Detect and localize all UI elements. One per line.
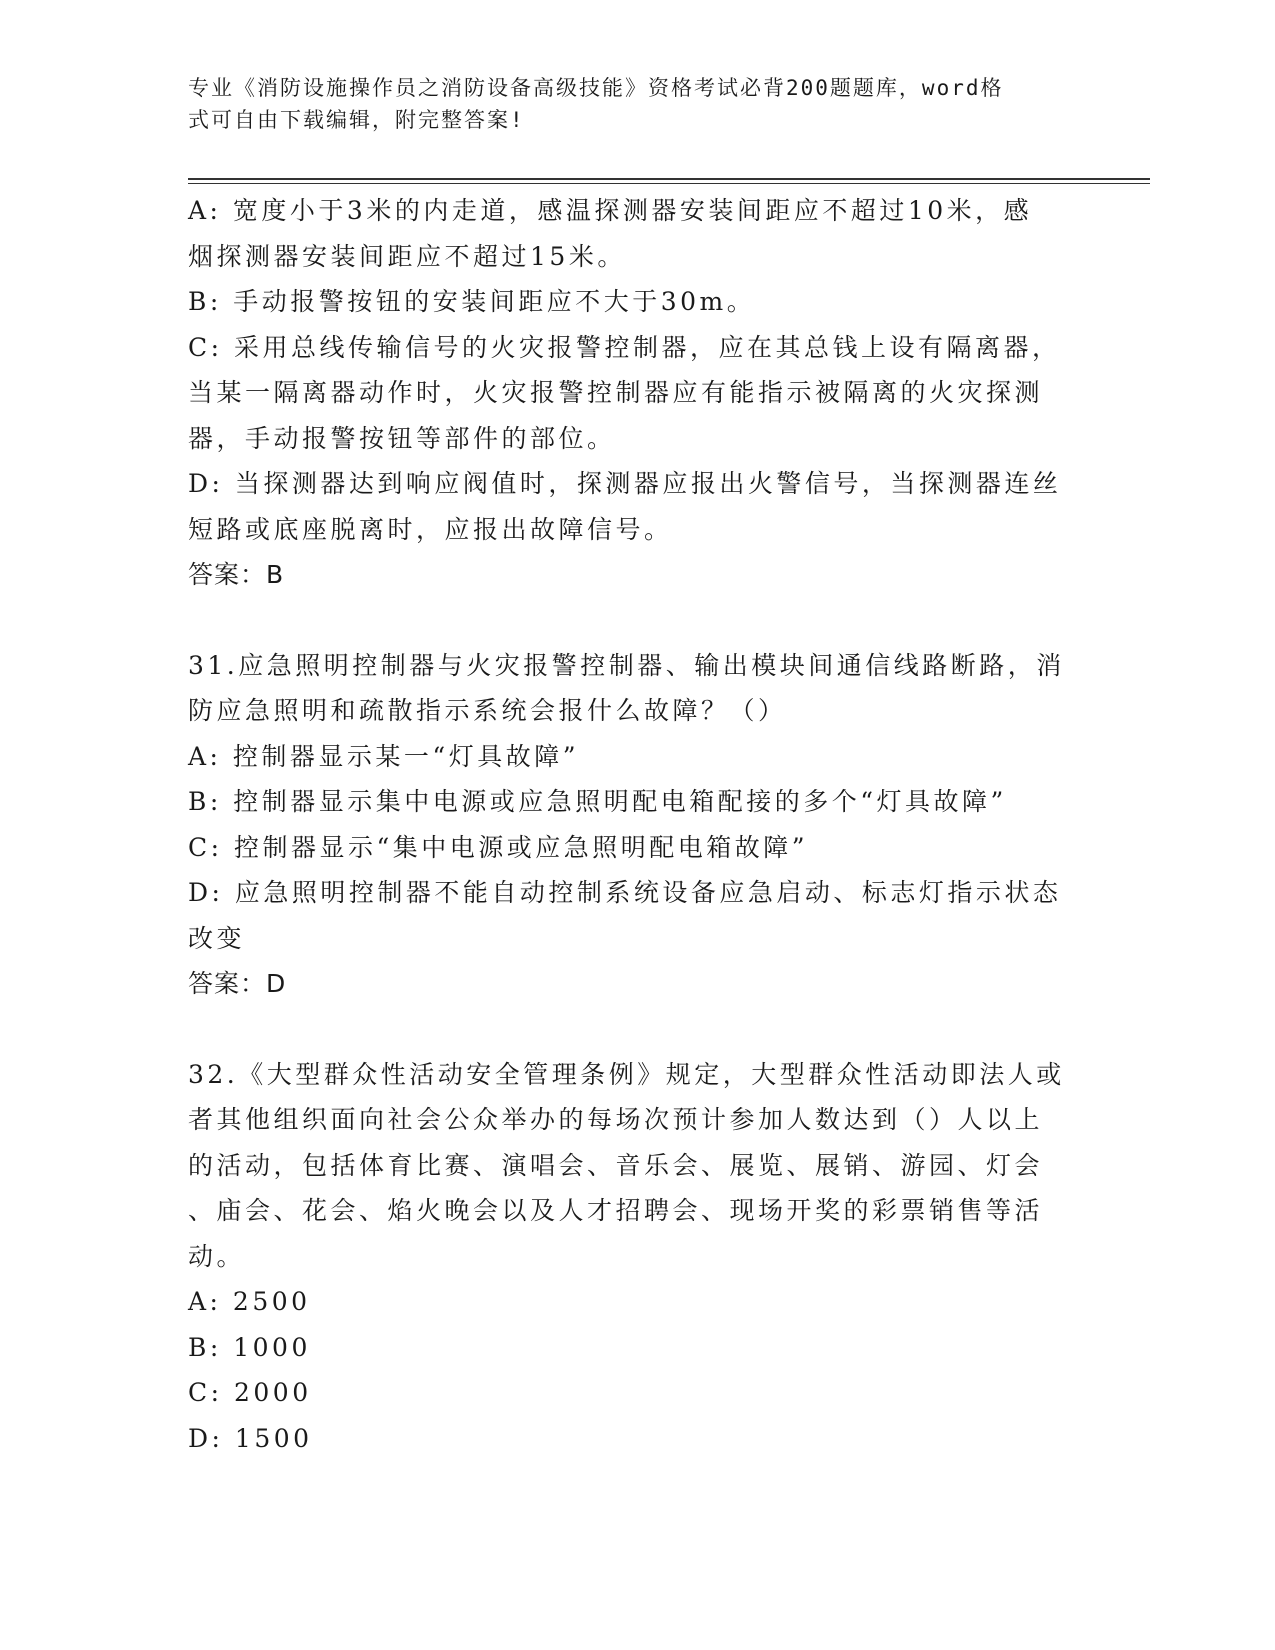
option-d: D: 应急照明控制器不能自动控制系统设备应急启动、标志灯指示状态 [188, 878, 1062, 907]
question-31 [188, 643, 1068, 1007]
option-c: C: 控制器显示“集中电源或应急照明配电箱故障” [188, 832, 809, 862]
question-stem-cont: 的活动，包括体育比赛、演唱会、音乐会、展览、展销、游园、灯会 [188, 1150, 1044, 1180]
option-d: D: 1500 [188, 1423, 313, 1453]
option-b: B: 控制器显示集中电源或应急照明配电箱配接的多个“灯具故障” [188, 787, 1007, 816]
option-d-cont: 短路或底座脱离时，应报出故障信号。 [188, 514, 673, 544]
option-b: B: 1000 [188, 1332, 311, 1362]
question-stem-cont: 防应急照明和疏散指示系统会报什么故障？（） [188, 696, 787, 725]
option-d-cont: 改变 [188, 923, 246, 953]
option-b: B: 手动报警按钮的安装间距应不大于30m。 [188, 287, 756, 316]
question-stem-cont: 者其他组织面向社会公众举办的每场次预计参加人数达到（）人以上 [188, 1105, 1044, 1134]
question-stem-cont: 、庙会、花会、焰火晚会以及人才招聘会、现场开奖的彩票销售等活 [188, 1196, 1044, 1225]
question-32 [188, 1052, 1068, 1462]
spacer [188, 1007, 1068, 1052]
header-rule-thin [188, 183, 1150, 184]
header-line-1: 专业《消防设施操作员之消防设备高级技能》资格考试必背200题题库，word格 [188, 76, 1004, 100]
option-c-cont: 器，手动报警按钮等部件的部位。 [188, 423, 616, 453]
question-stem: 32.《大型群众性活动安全管理条例》规定，大型群众性活动即法人或 [188, 1059, 1065, 1089]
answer-label: 答案：D [188, 969, 287, 998]
option-a: A: 控制器显示某一“灯具故障” [188, 741, 579, 771]
question-stem-cont: 动。 [188, 1241, 246, 1271]
header-rule-thick [188, 178, 1150, 180]
question-30-options [188, 188, 1068, 598]
option-c: C: 采用总线传输信号的火灾报警控制器，应在其总钱上设有隔离器， [188, 332, 1061, 362]
option-d: D: 当探测器达到响应阀值时，探测器应报出火警信号，当探测器连丝 [188, 469, 1062, 498]
spacer [188, 598, 1068, 643]
document-header [188, 72, 1068, 136]
option-c-cont: 当某一隔离器动作时，火灾报警控制器应有能指示被隔离的火灾探测 [188, 378, 1044, 407]
option-a: A: 2500 [188, 1287, 311, 1316]
option-a: A: 宽度小于3米的内走道，感温探测器安装间距应不超过10米，感 [188, 196, 1033, 225]
answer-label: 答案：B [188, 560, 285, 589]
question-stem: 31.应急照明控制器与火灾报警控制器、输出模块间通信线路断路，消 [188, 650, 1065, 680]
option-a-cont: 烟探测器安装间距应不超过15米。 [188, 241, 626, 271]
option-c: C: 2000 [188, 1378, 312, 1407]
header-line-2: 式可自由下载编辑，附完整答案! [188, 108, 525, 132]
document-body [188, 188, 1068, 1461]
